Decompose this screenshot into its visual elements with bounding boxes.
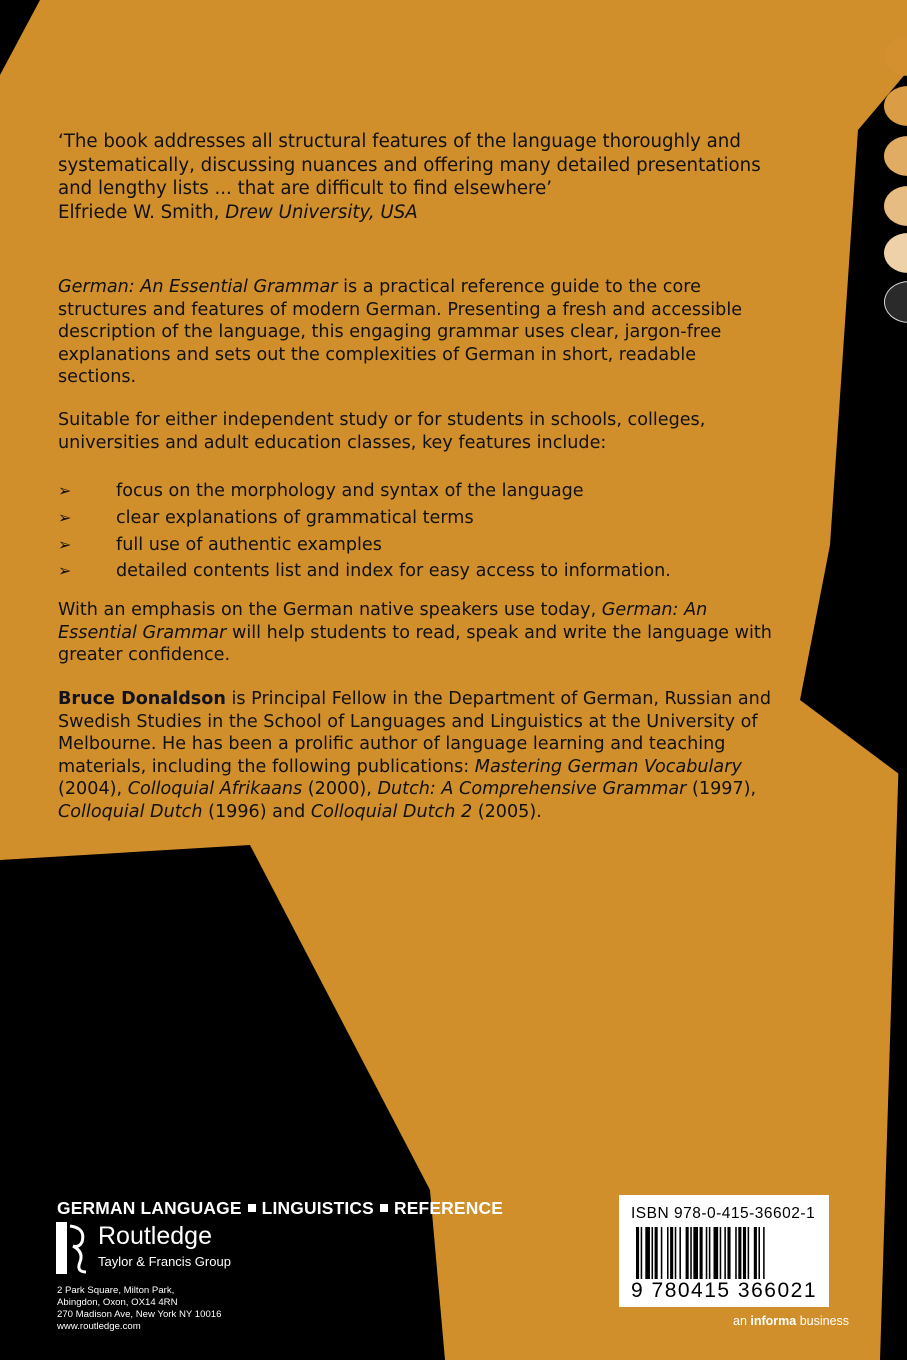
arrow-bullet-icon: ➢ [58,535,72,554]
informa-brand: informa [750,1314,797,1328]
barcode-bar [754,1227,757,1287]
arrow-bullet-icon: ➢ [58,508,72,527]
barcode-bar [735,1227,737,1287]
quote-text: ‘The book addresses all structural features of the language thoroughly and systematically, discussing nuances and offering many detailed presentations and lengthy lists ... that are difficult to find elsewhere’ [58,131,761,199]
barcode-bar [690,1227,692,1287]
barcode-bar [652,1227,654,1287]
barcode-bar [679,1227,681,1287]
feature-item: ➢ clear explanations of grammatical terms [58,508,474,528]
barcode-bar [686,1227,689,1287]
emphasis-paragraph: With an emphasis on the German native speakers use today, German: An Essential Grammar will help students to read, speak and write the language with greater confidence. [58,600,772,666]
barcode-bar [720,1227,722,1287]
description-title: German: An Essential Grammar [58,277,338,297]
barcode-bar [667,1227,669,1287]
description-paragraph [58,276,778,389]
suitable-paragraph: Suitable for either independent study or for students in schools, colleges, universities and adult education classes, key features include: [58,410,706,453]
barcode-bar [661,1227,663,1287]
feature-item: ➢ focus on the morphology and syntax of the language [58,481,584,501]
barcode-bar [763,1227,765,1287]
feature-item: ➢ full use of authentic examples [58,535,382,555]
barcode-bar [714,1227,719,1287]
barcode-bar [636,1227,639,1287]
barcode-bar [641,1227,643,1287]
publisher-name: Routledge [98,1222,212,1250]
description-text: is a practical reference guide to the core structures and features of modern German. Presenting a fresh and accessible description of the language, this engaging grammar uses clear, jargon-free explanations and sets out the complexities of German in short, readable sections. [58,277,743,388]
review-quote [58,130,778,224]
barcode-bar [675,1227,677,1287]
author-name: Bruce Donaldson [58,689,226,709]
barcode-bar [748,1227,750,1287]
square-separator-icon [380,1204,388,1212]
barcode-digits: 9 780415 366021 [631,1279,817,1302]
barcode-bar [670,1227,673,1287]
barcode-bar [727,1227,730,1287]
feature-item: ➢ detailed contents list and index for easy access to information. [58,561,671,581]
barcode-bar [700,1227,703,1287]
publisher-address: 2 Park Square, Milton Park, Abingdon, Oxon, OX14 4RN 270 Madison Ave, New York NY 10016 www.routledge.com [57,1285,222,1332]
informa-business-tagline: an informa business [733,1314,850,1328]
barcode-bar [709,1227,711,1287]
reviewer-name: Elfriede W. Smith, [58,201,220,223]
square-separator-icon [248,1204,256,1212]
barcode-bar [724,1227,726,1287]
author-bio: Bruce Donaldson is Principal Fellow in the Department of German, Russian and Swedish Studies in the School of Languages and Linguistics at the University of Melbourne. He has been a prolific author of language learning and teaching materials, including the following publications: Mastering German Vocabulary (2004), Colloquial Afrikaans (2000), Dutch: A Comprehensive Grammar (1997), Colloquial Dutch (1996) and Colloquial Dutch 2 (2005). [58,689,771,822]
barcode-bar [758,1227,760,1287]
subject-categories: GERMAN LANGUAGE LINGUISTICS REFERENCE [57,1198,504,1218]
reviewer-affiliation: Drew University, USA [225,201,418,223]
arrow-bullet-icon: ➢ [58,561,72,580]
emphasis-title: German: An Essential Grammar [58,600,708,643]
barcode-bar [743,1227,746,1287]
barcode-bar [645,1227,650,1287]
publisher-group: Taylor & Francis Group [98,1254,231,1269]
barcode-bar [655,1227,658,1287]
arrow-bullet-icon: ➢ [58,481,72,500]
barcode-icon [636,1227,816,1287]
barcode-bar [706,1227,708,1287]
routledge-logo-icon [56,1222,90,1274]
barcode-bar [693,1227,698,1287]
isbn-label: ISBN 978-0-415-36602-1 [631,1205,816,1222]
barcode-bar [738,1227,741,1287]
isbn-barcode-box [619,1195,829,1307]
